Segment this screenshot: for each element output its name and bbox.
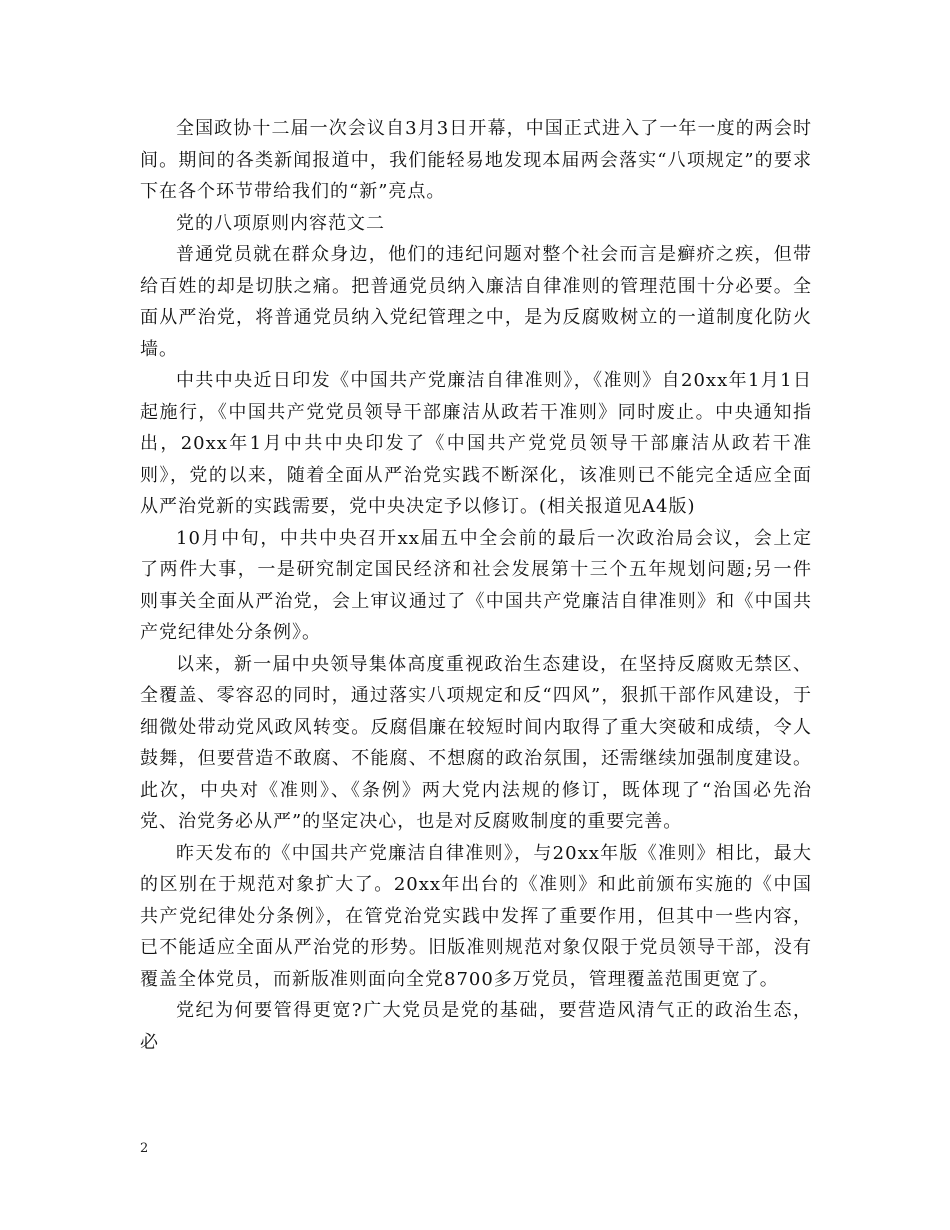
page-number: 2 [140,1141,149,1156]
paragraph-october-meeting: 10月中旬，中共中央召开xx届五中全会前的最后一次政治局会议，会上定了两件大事，一是研究制定国民经济和社会发展第十三个五年规划问题;另一件则事关全面从严治党，会上审议通过了《中国共产党廉洁自律准则》和《中国共产党纪律处分条例》。 [140,527,812,643]
document-body [140,113,812,1058]
paragraph-two-sessions: 全国政协十二届一次会议自3月3日开幕，中国正式进入了一年一度的两会时间。期间的各类新闻报道中，我们能轻易地发现本届两会落实“八项规定”的要求下在各个环节带给我们的“新”亮点。 [140,118,812,202]
paragraph-new-rules: 昨天发布的《中国共产党廉洁自律准则》，与20xx年版《准则》相比，最大的区别在于规范对象扩大了。20xx年出台的《准则》和此前颁布实施的《中国共产党纪律处分条例》，在管党治党实践中发挥了重要作用，但其中一些内容，已不能适应全面从严治党的形势。旧版准则规范对象仅限于党员领导干部，没有覆盖全体党员，而新版准则面向全党8700多万党员，管理覆盖范围更宽了。 [140,842,812,990]
section-heading: 党的八项原则内容范文二 [176,212,385,234]
paragraph-leadership: 以来，新一届中央领导集体高度重视政治生态建设，在坚持反腐败无禁区、全覆盖、零容忍的同时，通过落实八项规定和反“四风”，狠抓干部作风建设，于细微处带动党风政风转变。反腐倡廉在较短时间内取得了重大突破和成绩，令人鼓舞，但要营造不敢腐、不能腐、不想腐的政治氛围，还需继续加强制度建设。此次，中央对《准则》、《条例》两大党内法规的修订，既体现了“治国必先治党、治党务必从严”的坚定决心，也是对反腐败制度的重要完善。 [140,653,812,832]
paragraph-ordinary-members: 普通党员就在群众身边，他们的违纪问题对整个社会而言是癣疥之疾，但带给百姓的却是切肤之痛。把普通党员纳入廉洁自律准则的管理范围十分必要。全面从严治党，将普通党员纳入党纪管理之中，是为反腐败树立的一道制度化防火墙。 [140,244,812,360]
paragraph-wider-discipline: 党纪为何要管得更宽?广大党员是党的基础，要营造风清气正的政治生态，必 [140,1000,812,1053]
paragraph-central-committee: 中共中央近日印发《中国共产党廉洁自律准则》，《准则》自20xx年1月1日起施行，《中国共产党党员领导干部廉洁从政若干准则》同时废止。中央通知指出，20xx年1月中共中央印发了《中国共产党党员领导干部廉洁从政若干准则》，党的以来，随着全面从严治党实践不断深化，该准则已不能完全适应全面从严治党新的实践需要，党中央决定予以修订。(相关报道见A4版) [140,370,812,517]
